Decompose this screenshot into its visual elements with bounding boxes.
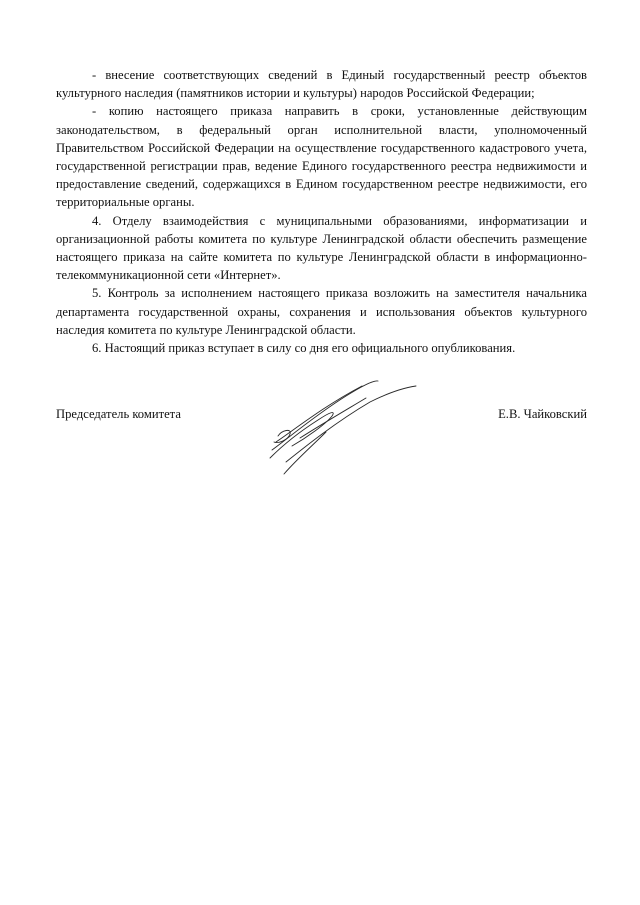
paragraph-item-4: 4. Отделу взаимодействия с муниципальными образованиями, информатизации и организационной работы комитета по культуре Ленинградской области обеспечить размещение настоящего приказа на сайте комитета по культуре Ленинградской области в информационно-телекоммуникационной сети «Интернет».	[56, 213, 587, 283]
paragraph-registry-entry: - внесение соответствующих сведений в Единый государственный реестр объектов культурного наследия (памятников истории и культуры) народов Российской Федерации;	[56, 68, 587, 101]
signatory-name: Е.В. Чайковский	[498, 407, 587, 421]
handwritten-signature-icon	[266, 376, 426, 476]
paragraph-item-6: 6. Настоящий приказ вступает в силу со дня его официального опубликования.	[92, 341, 516, 356]
document-body	[56, 66, 587, 357]
paragraph-item-5: 5. Контроль за исполнением настоящего приказа возложить на заместителя начальника департамента государственной охраны, сохранения и использования объектов культурного наследия комитета по культуре Ленинградской области.	[56, 286, 587, 337]
signatory-role: Председатель комитета	[56, 407, 181, 421]
paragraph-copy-distribution: - копию настоящего приказа направить в сроки, установленные действующим законодательством, в федеральный орган исполнительной власти, уполномоченный Правительством Российской Федерации на осуществление государственного кадастрового учета, государственной регистрации прав, ведение Единого государственного реестра недвижимости и предоставление сведений, содержащихся в Едином государственном реестре недвижимости, его территориальные органы.	[56, 104, 587, 210]
